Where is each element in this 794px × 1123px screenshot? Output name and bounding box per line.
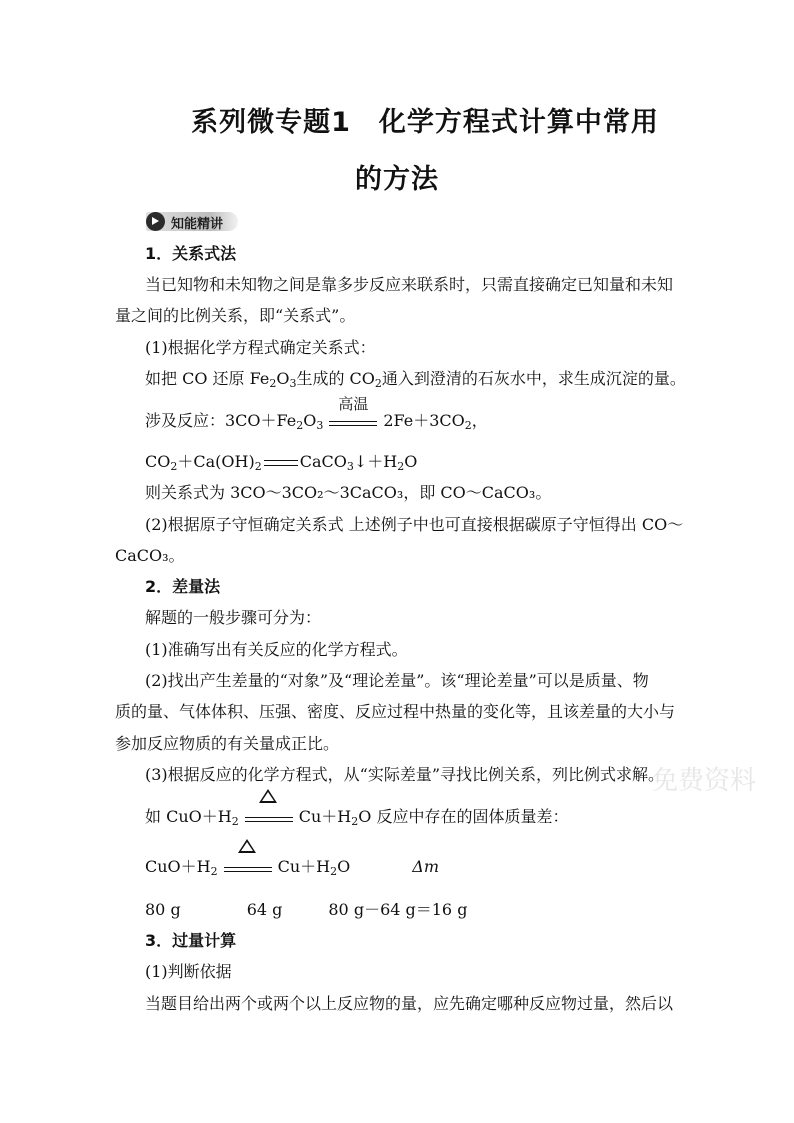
watermark: 免费资料	[652, 766, 757, 796]
paragraph-line: CaCO₃。	[115, 546, 185, 565]
reaction-equation-1: 涉及反应：$3CO+Fe_2O_3$ 高温 $2Fe+3CO_2$，	[145, 394, 488, 432]
section-badge	[146, 212, 238, 231]
paragraph-line: 质的量、气体体积、压强、密度、反应过程中热量的变化等，且该差量的大小与	[115, 702, 676, 721]
heading-relation-method: 1．关系式法	[145, 244, 237, 263]
heat-condition	[222, 857, 274, 879]
paragraph-line: 解题的一般步骤可分为：	[145, 608, 322, 627]
reaction-condition: 高温	[327, 411, 379, 433]
play-arrow-icon	[146, 212, 165, 231]
page-title-line2: 的方法	[355, 164, 439, 195]
page-title-line1: 系列微专题1 化学方程式计算中常用	[191, 107, 659, 138]
relation-expression: 则关系式为 3CO～3CO₂～3CaCO₃，即 CO～CaCO₃。	[145, 483, 552, 502]
delta-m-label: Δm	[412, 857, 439, 876]
subheading-basis: (1)判断依据	[145, 962, 232, 981]
paragraph-line: 量之间的比例关系，即“关系式”。	[115, 306, 356, 325]
example-cuo-reaction: 如 $CuO+H_2$ $Cu+H_2O$ 反应中存在的固体质量差：	[145, 806, 568, 829]
badge-label: 知能精讲	[171, 217, 224, 232]
paragraph-line: 当题目给出两个或两个以上反应物的量，应先确定哪种反应物过量，然后以	[145, 994, 674, 1013]
heat-triangle-icon	[259, 789, 277, 803]
heading-excess-calculation: 3．过量计算	[145, 931, 237, 950]
step-3: (3)根据反应的化学方程式，从“实际差量”寻找比例关系，列比例式求解。	[145, 765, 665, 784]
paragraph-line: 当已知物和未知物之间是靠多步反应来联系时，只需直接确定已知量和未知	[145, 275, 674, 294]
heat-condition	[243, 807, 295, 829]
reaction-equation-3: $CuO+H_2$ $Cu+H_2O$ Δm	[145, 856, 439, 879]
example-line: 如把 CO 还原 $Fe_2O_3$生成的 $CO_2$通入到澄清的石灰水中，求生成沉淀的量。	[145, 369, 686, 390]
subheading-equation-relation: (1)根据化学方程式确定关系式：	[145, 338, 376, 357]
heat-triangle-icon	[238, 839, 256, 853]
step-1: (1)准确写出有关反应的化学方程式。	[145, 640, 408, 659]
heading-difference-method: 2．差量法	[145, 577, 221, 596]
paragraph-line: 参加反应物质的有关量成正比。	[115, 734, 340, 753]
mass-row: 80 g 64 g 80 g－64 g＝16 g	[145, 900, 468, 919]
subheading-atom-conservation: (2)根据原子守恒确定关系式 上述例子中也可直接根据碳原子守恒得出 CO～	[145, 515, 684, 534]
reaction-equation-2: $CO_2+Ca(OH)_2$ $CaCO_3↓+H_2O$	[145, 452, 418, 473]
step-2: (2)找出产生差量的“对象”及“理论差量”。该“理论差量”可以是质量、物	[145, 671, 649, 690]
